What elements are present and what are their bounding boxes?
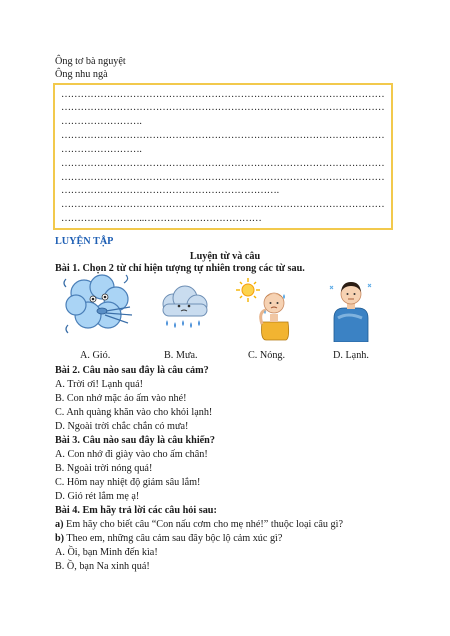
answer-row: ……………………..……………………………… <box>61 213 262 224</box>
rain-cloud-illustration <box>155 284 213 334</box>
bai4-question-a <box>55 518 343 531</box>
bai2-item-d: D. Ngoài trời chắc chắn có mưa! <box>55 421 189 432</box>
bai4-question-a-text: Em hãy cho biết câu “Con nấu cơm cho mẹ nhé!” thuộc loại câu gì? <box>63 519 343 530</box>
answer-row: ……………………………………………………………………………………… <box>61 102 385 113</box>
answer-row: ……………………………………………………………………………………… <box>61 158 385 169</box>
bai4-question-b <box>55 532 282 545</box>
bai3-item-d: D. Gió rét lắm mẹ ạ! <box>55 491 140 502</box>
bai3-item-c: C. Hôm nay nhiệt độ giảm sâu lắm! <box>55 477 201 488</box>
bai3-item-b: B. Ngoài trời nóng quá! <box>55 463 153 474</box>
bai1-title: Bài 1. Chọn 2 từ chỉ hiện tượng tự nhiên trong các từ sau. <box>55 263 305 274</box>
section-subtitle: Luyện từ và câu <box>189 251 261 262</box>
bai1-option-a: A. Gió. <box>80 350 111 361</box>
bai2-title: Bài 2. Câu nào sau đây là câu cảm? <box>55 365 209 376</box>
section-title: LUYỆN TẬP <box>55 236 114 247</box>
bai4-item-b: B. Ồ, bạn Na xinh quá! <box>55 561 150 572</box>
bai2-item-b: B. Con nhớ mặc áo ấm vào nhé! <box>55 393 187 404</box>
bai1-option-d: D. Lạnh. <box>333 350 369 361</box>
bai4-question-b-label: b) <box>55 533 65 544</box>
wind-cloud-illustration <box>60 273 136 339</box>
answer-row: …………………………………………………………. <box>61 185 279 196</box>
cold-weather-boy-illustration <box>328 278 374 342</box>
bai4-question-a-label: a) <box>55 519 64 530</box>
hot-weather-boy-illustration <box>236 276 296 342</box>
bai1-option-c: C. Nóng. <box>248 350 286 361</box>
answer-row: ……………………………………………………………………………………… <box>61 130 385 141</box>
bai3-title: Bài 3. Câu nào sau đây là câu khiến? <box>55 435 215 446</box>
bai4-title: Bài 4. Em hãy trả lời các câu hỏi sau: <box>55 505 217 516</box>
intro-line-1: Ông tơ bà nguyệt <box>55 56 126 67</box>
answer-row: ……………………………………………………………………………………… <box>61 199 385 210</box>
bai4-item-a: A. Ồi, bạn Minh đến kìa! <box>55 547 158 558</box>
bai3-item-a: A. Con nhớ đi giày vào cho ấm chân! <box>55 449 208 460</box>
bai4-question-b-text: Theo em, những câu cảm sau đây bộc lộ cảm xúc gì? <box>64 533 283 544</box>
bai2-item-a: A. Trời ơi! Lạnh quá! <box>55 379 144 390</box>
answer-row: ……………………………………………………………………………………… <box>61 89 385 100</box>
answer-box <box>53 83 393 230</box>
answer-row: ……………………. <box>61 116 142 127</box>
answer-row: ……………………………………………………………………………………… <box>61 172 385 183</box>
answer-row: ……………………. <box>61 144 142 155</box>
intro-line-2: Ông nhu ngà <box>55 69 108 80</box>
bai2-item-c: C. Anh quàng khăn vào cho khỏi lạnh! <box>55 407 213 418</box>
bai1-option-b: B. Mưa. <box>164 350 198 361</box>
